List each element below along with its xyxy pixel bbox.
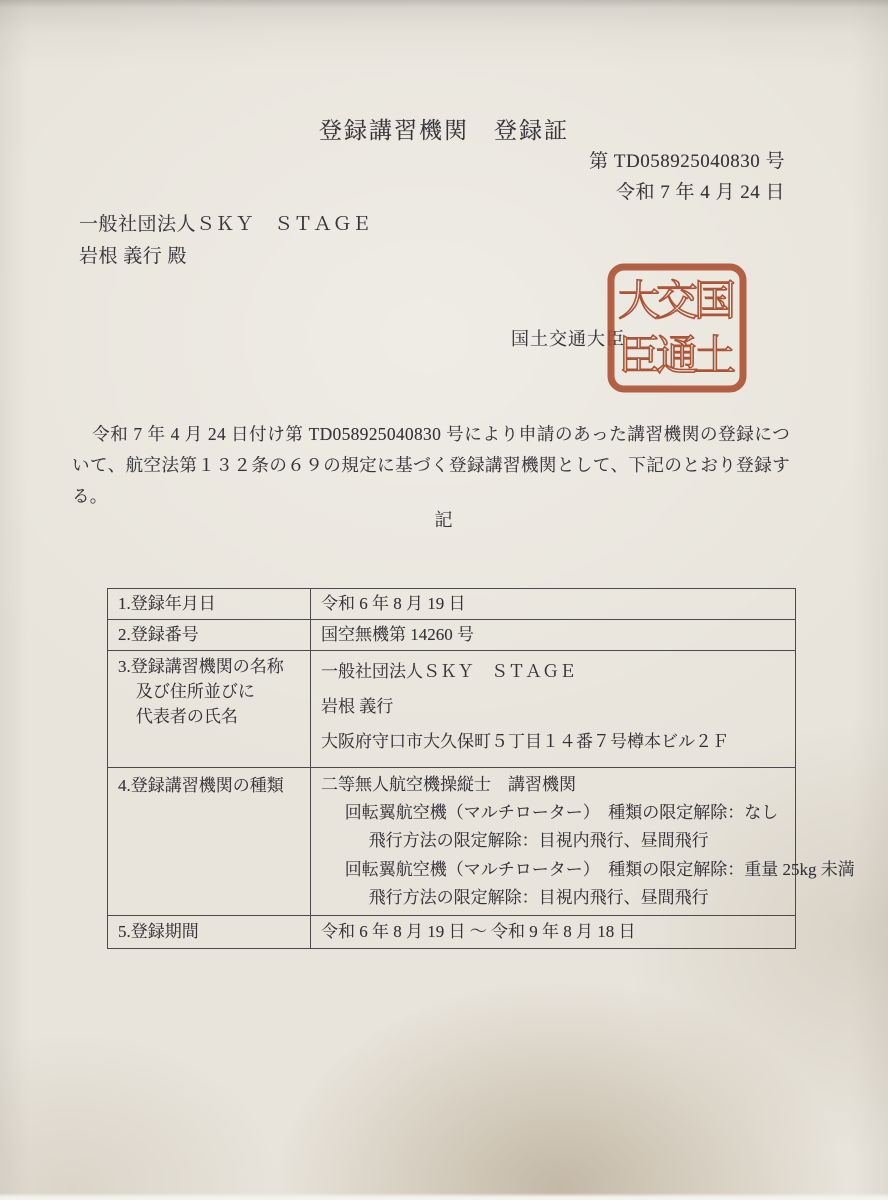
row-value-text: 二等無人航空機操縦士 講習機関 xyxy=(321,775,576,794)
table-row xyxy=(108,651,796,768)
row-value-text: 岩根 義行 xyxy=(321,697,394,716)
minister-seal-icon xyxy=(606,263,748,393)
row-value xyxy=(311,768,855,916)
row-value xyxy=(311,620,796,651)
issuer-block xyxy=(0,263,888,395)
seal-char: 臣 xyxy=(617,334,661,380)
row-value xyxy=(311,589,796,620)
row-value-text: 回転翼航空機（マルチローター） 種類の限定解除：重量 25kg 未満 xyxy=(344,859,855,879)
seal-char: 国 xyxy=(693,279,737,325)
seal-char: 通 xyxy=(655,334,699,380)
table-row xyxy=(108,916,796,949)
issue-date: 令和 7 年 4 月 24 日 xyxy=(615,182,785,203)
row-value-text: 回転翼航空機（マルチローター） 種類の限定解除：なし xyxy=(344,803,779,823)
row-label-text: 1.登録年月日 xyxy=(118,594,216,613)
table-row xyxy=(108,589,796,620)
row-value-text: 飛行方法の限定解除：目視内飛行、昼間飛行 xyxy=(368,887,709,907)
row-label-text: 5.登録期間 xyxy=(118,922,199,942)
table-row xyxy=(108,768,796,916)
row-label-text: 2.登録番号 xyxy=(118,625,199,644)
seal-char: 大 xyxy=(617,279,661,325)
recipient-org: 一般社団法人ＳＫＹ ＳＴＡＧＥ xyxy=(79,214,372,235)
section-marker: 記 xyxy=(434,510,454,530)
row-label xyxy=(108,916,311,949)
doc-number-block xyxy=(589,146,785,208)
row-value-text: 令和 6 年 8 月 19 日 ～ 令和 9 年 8 月 18 日 xyxy=(321,922,636,942)
body-paragraph: 令和 7 年 4 月 24 日付け第 TD058925040830 号により申請のあった講習機関の登録について、航空法第１３２条の６９の規定に基づく登録講習機関として、下記のとおり登録する。 xyxy=(72,424,790,506)
row-label xyxy=(108,620,311,651)
row-value-text: 大阪府守口市大久保町５丁目１４番７号樽本ビル２Ｆ xyxy=(321,732,729,751)
doc-number: 第 TD058925040830 号 xyxy=(589,151,785,172)
table-row xyxy=(108,620,796,651)
registration-table xyxy=(107,588,855,949)
issuer-title: 国土交通大臣 xyxy=(511,329,625,349)
row-label-text: 代表者の氏名 xyxy=(135,707,238,726)
seal-char: 交 xyxy=(655,279,699,325)
row-value-text: 飛行方法の限定解除：目視内飛行、昼間飛行 xyxy=(368,831,709,851)
row-label-text: 4.登録講習機関の種類 xyxy=(118,776,284,795)
row-label-text: 及び住所並びに xyxy=(135,682,255,701)
row-value xyxy=(311,651,796,768)
row-label xyxy=(108,589,311,620)
row-value-text: 一般社団法人ＳＫＹ ＳＴＡＧＥ xyxy=(321,662,576,681)
row-value-text: 令和 6 年 8 月 19 日 xyxy=(321,594,466,613)
row-value xyxy=(311,916,796,949)
row-label-text: 3.登録講習機関の名称 xyxy=(118,657,284,676)
row-value-text: 国空無機第 14260 号 xyxy=(321,625,474,644)
page-title: 登録講習機関 登録証 xyxy=(319,118,569,143)
row-label xyxy=(108,768,311,916)
seal-char: 土 xyxy=(693,334,737,380)
recipient-name: 岩根 義行 殿 xyxy=(79,246,188,267)
row-label xyxy=(108,651,311,768)
